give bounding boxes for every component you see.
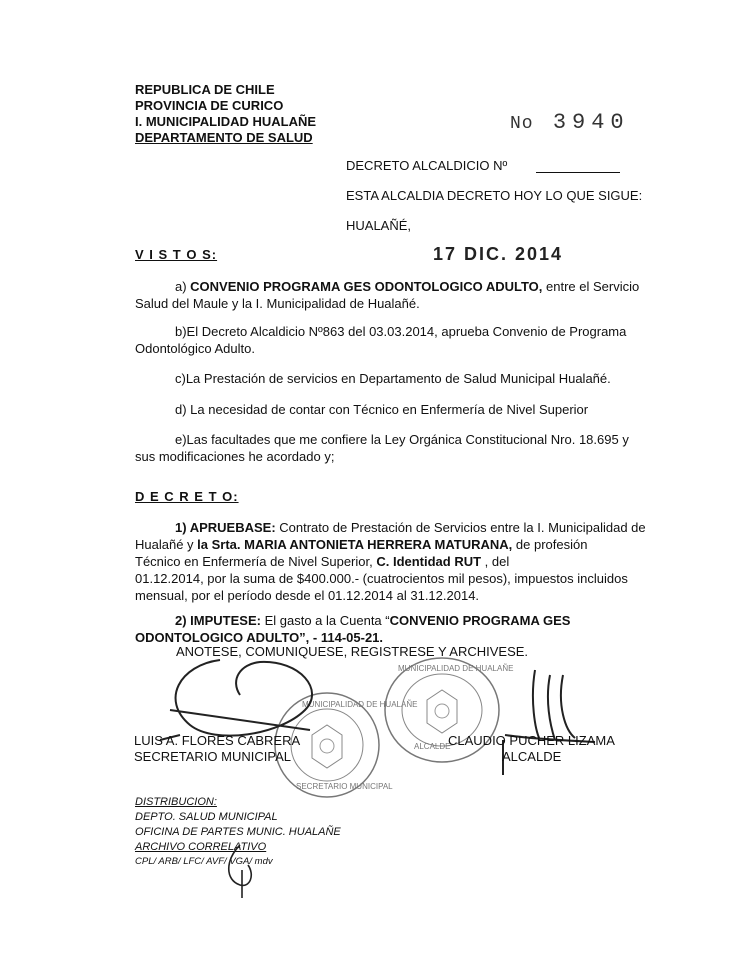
distribution-title: DISTRIBUCION: [135,796,217,808]
decreto-1-person: la Srta. MARIA ANTONIETA HERRERA MATURANA, [197,537,513,552]
decreto-item-1 [135,519,650,604]
mayor-seal-top-text: MUNICIPALIDAD DE HUALAÑE [398,664,514,673]
vistos-item-d: d) La necesidad de contar con Técnico en Enfermería de Nivel Superior [175,402,589,417]
distribution-line2: OFICINA DE PARTES MUNIC. HUALAÑE [135,826,341,838]
date-stamp: 17 DIC. 2014 [433,244,564,264]
mayor-title: ALCALDE [502,749,562,764]
secretary-title: SECRETARIO MUNICIPAL [134,749,291,764]
vistos-e-line2: sus modificaciones he acordado y; [135,449,335,464]
decree-intro: ESTA ALCALDIA DECRETO HOY LO QUE SIGUE: [346,188,643,203]
vistos-a-title: CONVENIO PROGRAMA GES ODONTOLOGICO ADULTO, [190,279,543,294]
header-province: PROVINCIA DE CURICO [135,98,284,113]
secretary-name: LUIS A. FLORES CABRERA [134,733,301,748]
vistos-item-e [135,431,650,465]
stamped-number-value: 3940 [552,110,630,135]
stamped-number [510,110,630,135]
vistos-item-c: c)La Prestación de servicios en Departamento de Salud Municipal Hualañé. [175,371,611,386]
decreto-2-line1-a: El gasto a la Cuenta “ [260,613,390,628]
distribution-initials: CPL/ ARB/ LFC/ AVF/ VGA/ mdv [135,856,273,867]
secretary-seal-top-text: MUNICIPALIDAD DE HUALAÑE [302,700,418,709]
decreto-2-label: 2) IMPUTESE: [175,613,261,628]
handwritten-mark [220,840,260,900]
decreto-1-line3-c: , del [481,554,510,569]
decreto-1-line5: mensual, por el período desde el 01.12.2014 al 31.12.2014. [135,588,480,603]
decreto-1-line3-a: Técnico en Enfermería de Nivel Superior, [135,554,377,569]
decreto-2-line2: ODONTOLOGICO ADULTO”, - 114-05-21. [135,630,384,645]
vistos-b-line1: b)El Decreto Alcaldicio Nº863 del 03.03.2014, aprueba Convenio de Programa [175,324,627,339]
decree-number-label: DECRETO ALCALDICIO Nº [346,158,508,173]
decreto-2-account: CONVENIO PROGRAMA GES [389,613,571,628]
decreto-1-line4: 01.12.2014, por la suma de $400.000.- (cuatrocientos mil pesos), impuestos incluidos [135,571,628,586]
mayor-seal-bottom-text: ALCALDE [414,742,451,751]
vistos-a-prefix: a) [175,279,191,294]
decreto-1-line2-a: Hualañé y [135,537,198,552]
secretary-seal-bottom-text: SECRETARIO MUNICIPAL [296,782,393,791]
header-block [135,82,316,146]
decreto-1-line2-c: de profesión [512,537,588,552]
stamped-number-prefix: No [510,114,534,134]
place-name: HUALAÑÉ, [346,218,412,233]
vistos-item-b [135,323,650,357]
header-country: REPUBLICA DE CHILE [135,82,275,97]
decreto-title: D E C R E T O: [135,489,239,504]
vistos-item-a [135,278,650,312]
decreto-1-rut-label: C. Identidad RUT [376,554,482,569]
vistos-a-line2: Salud del Maule y la I. Municipalidad de Hualañé. [135,296,420,311]
header-department: DEPARTAMENTO DE SALUD [135,130,313,145]
vistos-title: V I S T O S: [135,247,218,262]
vistos-a-rest: entre el Servicio [542,279,640,294]
decreto-1-line1: Contrato de Prestación de Servicios entre la I. Municipalidad de [275,520,646,535]
mayor-name: CLAUDIO PUCHER LIZAMA [448,733,615,748]
decreto-closing: ANOTESE, COMUNIQUESE, REGISTRESE Y ARCHIVESE. [176,644,529,659]
distribution-line3: ARCHIVO CORRELATIVO [135,841,267,853]
distribution-line1: DEPTO. SALUD MUNICIPAL [135,811,278,823]
decree-number-blank-line [536,172,620,173]
vistos-b-line2: Odontológico Adulto. [135,341,255,356]
header-municipality: I. MUNICIPALIDAD HUALAÑE [135,114,317,129]
vistos-e-line1: e)Las facultades que me confiere la Ley Orgánica Constitucional Nro. 18.695 y [175,432,629,447]
decreto-1-label: 1) APRUEBASE: [175,520,276,535]
